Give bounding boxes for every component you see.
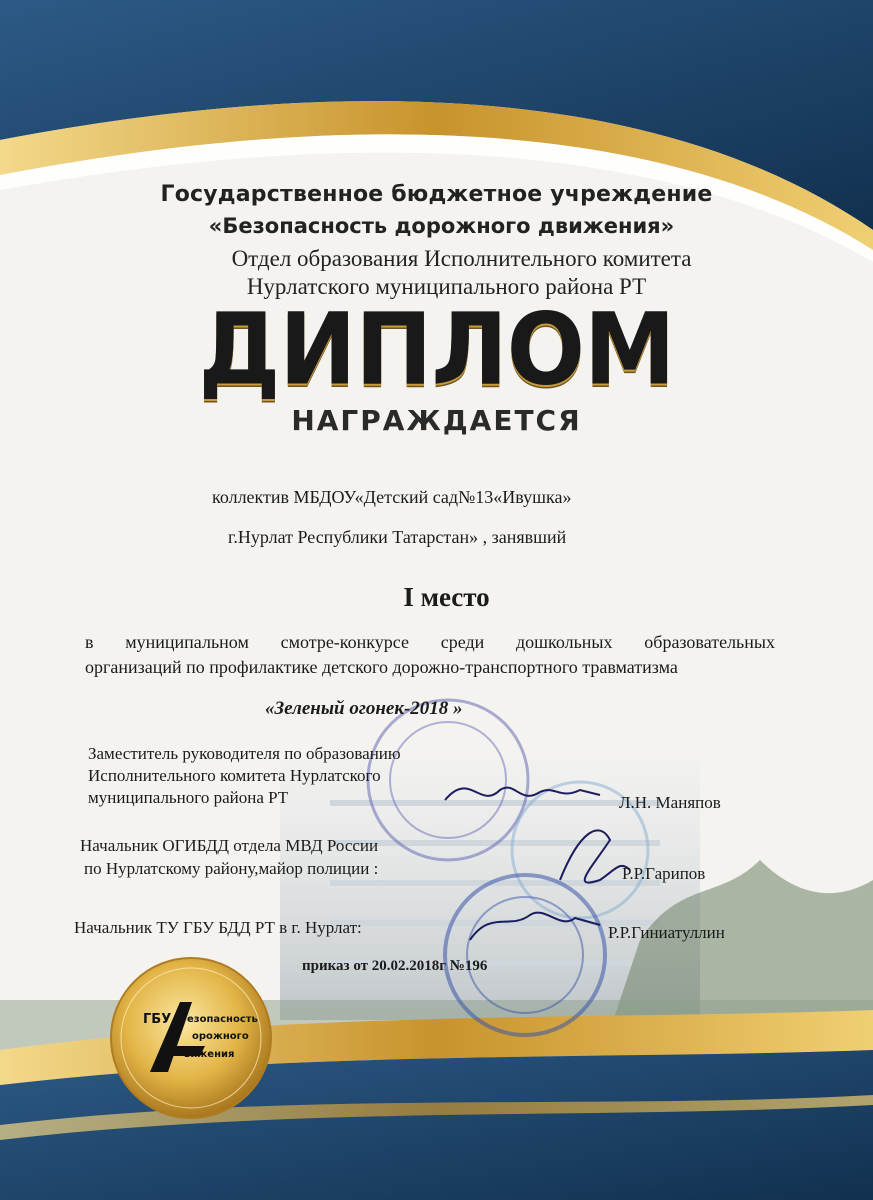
contest-name: «Зеленый огонек-2018 » xyxy=(265,698,463,719)
signatory-3-position-line-1: Начальник ТУ ГБУ БДД РТ в г. Нурлат: xyxy=(74,918,362,937)
recipient-line-2: г.Нурлат Республики Татарстан» , занявший xyxy=(228,527,567,547)
logo-word-3: вижения xyxy=(184,1049,235,1060)
place-heading: I место xyxy=(403,582,490,612)
issuer-line-4: Нурлатского муниципального района РТ xyxy=(246,274,647,299)
logo-word-1: езопасность xyxy=(187,1014,258,1025)
logo-word-2: орожного xyxy=(192,1031,249,1042)
logo-gbu: ГБУ xyxy=(143,1012,172,1027)
issuer-line-1: Государственное бюджетное учреждение xyxy=(160,182,713,207)
issuer-line-2: «Безопасность дорожного движения» xyxy=(208,214,675,238)
signatory-1-position-line-2: Исполнительного комитета Нурлатского xyxy=(88,766,381,785)
signatory-1-position-line-1: Заместитель руководителя по образованию xyxy=(88,744,401,763)
recipient-line-1: коллектив МБДОУ«Детский сад№13«Ивушка» xyxy=(212,487,572,507)
issuer-line-3: Отдел образования Исполнительного комитета xyxy=(231,246,692,271)
signatory-1-name: Л.Н. Маняпов xyxy=(619,793,721,812)
signatory-2-position-line-2: по Нурлатскому району,майор полиции : xyxy=(84,859,379,878)
diploma-title: ДИПЛОМ xyxy=(198,291,675,408)
signatory-1-position-line-3: муниципального района РТ xyxy=(88,788,289,807)
order-reference: приказ от 20.02.2018г №196 xyxy=(302,958,488,974)
description-line-2: организаций по профилактике детского дорожно-транспортного травматизма xyxy=(85,657,678,677)
awarded-heading: НАГРАЖДАЕТСЯ xyxy=(291,404,582,437)
signatory-2-position-line-1: Начальник ОГИБДД отдела МВД России xyxy=(80,836,379,855)
description-line-1: в муниципальном смотре-конкурсе среди дошкольных образовательных xyxy=(85,632,775,652)
signatory-2-name: Р.Р.Гарипов xyxy=(622,864,706,883)
signatory-3-name: Р.Р.Гиниатуллин xyxy=(608,923,725,942)
